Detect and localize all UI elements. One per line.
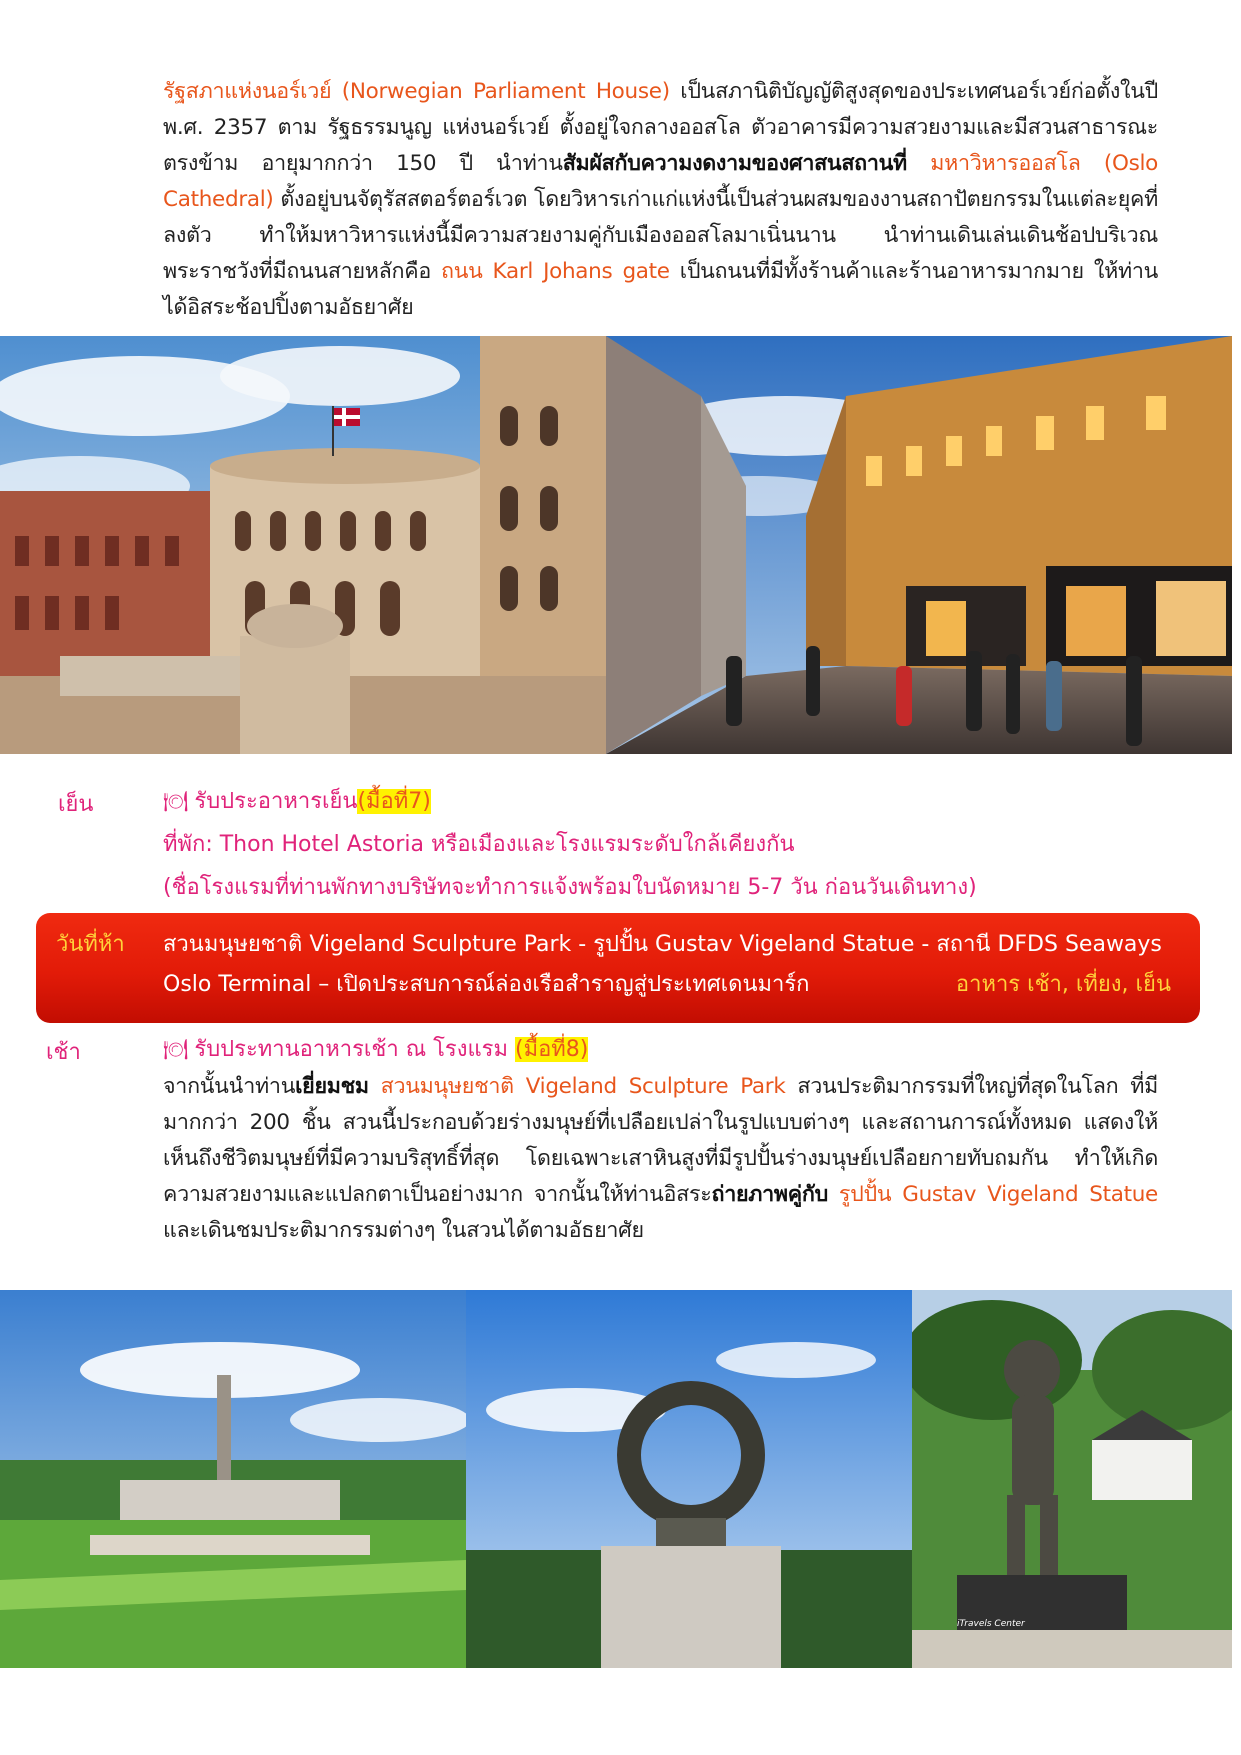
watermark-text: iTravels Center bbox=[957, 1619, 1025, 1629]
meal-count-badge: (มื้อที่7) bbox=[357, 789, 431, 814]
paragraph-text: เป็นถนนที่มีทั้งร้านค้าและร้านอาหารมากมาย ให้ท่านได้อิสระช้อปปิ้งตามอัธยาศัย bbox=[163, 259, 1158, 320]
karl-johans-gate-photo bbox=[606, 336, 1232, 754]
meal-label-breakfast: เช้า bbox=[46, 1040, 81, 1065]
paragraph-bold: ถ่ายภาพคู่กับ bbox=[711, 1182, 828, 1207]
dish-icon: 🍽 bbox=[163, 789, 189, 813]
angry-boy-statue-photo bbox=[912, 1290, 1232, 1668]
park-name: สวนมนุษยชาติ Vigeland Sculpture Park bbox=[368, 1074, 786, 1099]
day-route-line-2: Oslo Terminal – เปิดประสบการณ์ล่องเรือสำราญสู่ประเทศเดนมาร์ก bbox=[163, 972, 810, 997]
vigeland-paragraph bbox=[163, 1069, 1158, 1249]
statue-name: รูปปั้น Gustav Vigeland Statue bbox=[827, 1182, 1158, 1207]
paragraph-bold: สัมผัสกับความงดงามของศาสนสถานที่ bbox=[562, 151, 907, 176]
vigeland-park-photo bbox=[0, 1290, 466, 1668]
sculpture-wheel-photo bbox=[466, 1290, 912, 1668]
dinner-text: รับประอาหารเย็น bbox=[194, 789, 358, 814]
meal-label-dinner: เย็น bbox=[58, 792, 94, 817]
paragraph-bold: เยี่ยมชม bbox=[295, 1074, 369, 1099]
street-name: ถนน Karl Johans gate bbox=[441, 259, 670, 284]
hotel-note: (ชื่อโรงแรมที่ท่านพักทางบริษัทจะทำการแจ้งพร้อมใบนัดหมาย 5-7 วัน ก่อนวันเดินทาง) bbox=[163, 875, 977, 900]
parliament-photo bbox=[0, 336, 606, 754]
meal-count-badge: (มื้อที่8) bbox=[514, 1037, 589, 1062]
intro-paragraph bbox=[163, 74, 1158, 326]
photo-row-oslo bbox=[0, 336, 1232, 754]
hotel-line: ที่พัก: Thon Hotel Astoria หรือเมืองและโรงแรมระดับใกล้เคียงกัน bbox=[163, 832, 795, 857]
paragraph-text: จากนั้นนำท่าน bbox=[163, 1074, 296, 1099]
dinner-line bbox=[163, 783, 431, 820]
cathedral-name: มหาวิหารออสโล (Oslo Cathedral) bbox=[163, 151, 1159, 212]
paragraph-text: สวนประติมากรรมที่ใหญ่ที่สุดในโลก ที่มีมากกว่า 200 ชิ้น สวนนี้ประกอบด้วยร่างมนุษย์ที่เปลือยเปล่าในรูปแบบต่างๆ และสถานการณ์ทั้งหมด แสดงให้เห็นถึงชีวิตมนุษย์ที่มีความบริสุทธิ์ที่สุด โดยเฉพาะเสาหินสูงที่มีรูปปั้นร่างมนุษย์เปลือยกายทับถมกัน ทำให้เกิดความสวยงามและแปลกตาเป็นอย่างมาก จากนั้นให้ท่านอิสระ bbox=[163, 1074, 1158, 1207]
day-title: วันที่ห้า bbox=[56, 932, 125, 957]
paragraph-text: เป็นสภานิติบัญญัติสูงสุดของประเทศนอร์เวย์ก่อตั้งในปี พ.ศ. 2357 ตาม รัฐธรรมนูญ แห่งนอร์เวย์ ตั้งอยู่ใจกลางออสโล ตัวอาคารมีความสวยงามและมีสวนสาธารณะตรงข้าม อายุมากกว่า 150 ปี นำท่าน bbox=[163, 79, 1158, 176]
parliament-name: รัฐสภาแห่งนอร์เวย์ (Norwegian Parliament House) bbox=[163, 79, 670, 104]
paragraph-text: ตั้งอยู่บนจัตุรัสสตอร์ตอร์เวต โดยวิหารเก่าแก่แห่งนี้เป็นส่วนผสมของงานสถาปัตยกรรมในแต่ละยุคที่ลงตัว ทำให้มหาวิหารแห่งนี้มีความสวยงามคู่กับเมืองออสโลมาเนิ่นนาน นำท่านเดินเล่นเดินช้อปบริเวณพระราชวังที่มีถนนสายหลักคือ bbox=[163, 187, 1158, 284]
day-meals: อาหาร เช้า, เที่ยง, เย็น bbox=[955, 972, 1171, 997]
dish-icon: 🍽 bbox=[163, 1037, 189, 1061]
breakfast-line bbox=[163, 1031, 588, 1068]
day-route-line-1: สวนมนุษยชาติ Vigeland Sculpture Park - รูปปั้น Gustav Vigeland Statue - สถานี DFDS Seaways bbox=[163, 932, 1162, 957]
paragraph-text: และเดินชมประติมากรรมต่างๆ ในสวนได้ตามอัธยาศัย bbox=[163, 1218, 644, 1243]
photo-row-vigeland bbox=[0, 1290, 1232, 1668]
breakfast-text: รับประทานอาหารเช้า ณ โรงแรม bbox=[194, 1037, 515, 1062]
